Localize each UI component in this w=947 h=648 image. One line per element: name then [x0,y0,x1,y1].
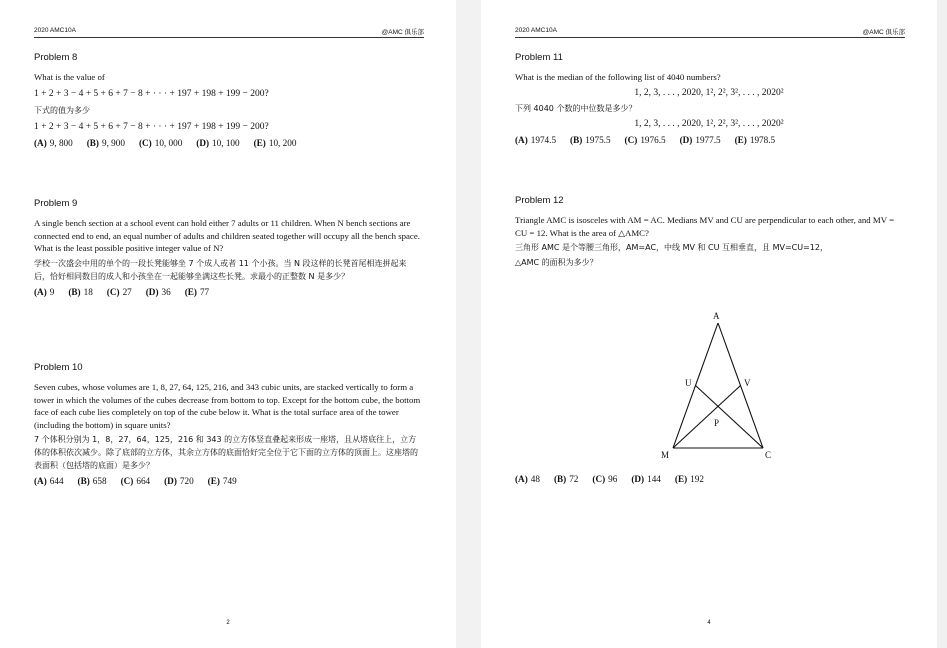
choice-e: (E) 1978.5 [734,134,776,145]
problem-title: Problem 9 [34,198,78,209]
answer-choices [515,474,903,484]
page-header [34,27,424,38]
problem-9 [34,198,422,297]
problem-expression-zh: 1, 2, 3, . . . , 2020, 1², 2², 3², . . . , 2020² [634,118,784,129]
choice-b: (B) 9, 900 [86,137,125,148]
choice-a: (A) 9 [34,286,55,297]
vertex-label-u: U [685,378,692,388]
choice-d: (D) 1977.5 [679,134,721,145]
choice-b: (B) 72 [553,474,579,484]
problem-11 [515,52,903,145]
header-right: @AMC 俱乐部 [862,29,905,36]
choice-b: (B) 658 [77,476,107,487]
page-left [0,0,456,648]
problem-text-zh: 三角形 AMC 是个等腰三角形，AM=AC，中线 MV 和 CU 互相垂直，且 MV=CU=12， [515,243,828,253]
choice-a: (A) 1974.5 [515,134,557,145]
choice-e: (E) 77 [184,286,210,297]
vertex-label-m: M [661,450,670,460]
problem-title: Problem 11 [515,52,563,63]
choice-d: (D) 144 [631,474,661,484]
problem-text-zh: 7 个体积分别为 1，8，27，64，125，216 和 343 的立方体竖直叠起来形成一座塔，且从塔底往上，立方体的体积依次减少。除了底部的立方体，其余立方体的底面恰好完全位于它下面的立方体的顶面上。这座塔的表面积（包括塔的底面）是多少？ [34,435,418,471]
page-number: 4 [707,620,711,626]
choice-a: (A) 9, 800 [34,137,73,148]
header-left: 2020 AMC10A [34,27,76,34]
problem-title: Problem 8 [34,52,78,63]
choice-e: (E) 192 [674,474,704,484]
vertex-label-c: C [765,450,772,460]
choice-a: (A) 48 [515,474,540,484]
problem-expression: 1 + 2 + 3 − 4 + 5 + 6 + 7 − 8 + · · · + 197 + 198 + 199 − 200? [34,88,269,99]
choice-c: (C) 1976.5 [624,134,666,145]
problem-expression-zh: 1 + 2 + 3 − 4 + 5 + 6 + 7 − 8 + · · · + 197 + 198 + 199 − 200? [34,121,269,132]
choice-e: (E) 10, 200 [253,137,297,148]
problem-10 [34,362,422,486]
choice-e: (E) 749 [207,476,237,487]
triangle-diagram [661,308,775,468]
choice-c: (C) 10, 000 [138,137,183,148]
page-gutter [456,0,481,648]
header-right: @AMC 俱乐部 [381,29,424,36]
choice-b: (B) 18 [68,286,93,297]
problem-text-zh: 下列 4040 个数的中位数是多少？ [515,103,637,113]
problem-8 [34,52,422,148]
problem-text: A single bench section at a school event can hold either 7 adults or 11 children. When N bench sections are connected end to end, an equal number of adults and children seated together will occupy all the bench space. What is the least possible positive integer value of N? [34,218,420,254]
vertex-label-v: V [744,378,751,388]
choice-d: (D) 720 [164,476,194,487]
answer-choices [34,287,422,297]
problem-text: Triangle AMC is isosceles with AM = AC. Medians MV and CU are perpendicular to each other, and MV = CU = 12. What is the area of △AMC? [515,215,895,238]
page-header [515,27,905,38]
problem-12-choices [515,470,903,484]
answer-choices [515,135,903,145]
choice-c: (C) 27 [106,286,132,297]
problem-title: Problem 12 [515,195,564,206]
vertex-label-a: A [713,311,720,321]
vertex-label-p: P [714,418,720,428]
choice-c: (C) 664 [120,476,151,487]
problem-text: Seven cubes, whose volumes are 1, 8, 27, 64, 125, 216, and 343 cubic units, are stacked vertically to form a tower in which the volumes of the cubes decrease from bottom to top. Except for the bottom cube, the bottom face of each cube lies completely on top of the cube below it. What is the total surface area of the tower (including the bottom) in square units? [34,382,421,430]
answer-choices [34,138,422,148]
answer-choices [34,476,422,486]
choice-b: (B) 1975.5 [570,134,611,145]
choice-d: (D) 10, 100 [196,137,240,148]
problem-12 [515,195,903,271]
problem-text-zh-2: △AMC 的面积为多少？ [515,258,598,268]
header-left: 2020 AMC10A [515,27,557,34]
choice-a: (A) 644 [34,476,64,487]
problem-text: What is the median of the following list of 4040 numbers? [515,72,721,82]
problem-text: What is the value of [34,72,105,82]
problem-text-zh: 下式的值为多少 [34,105,90,115]
median-cu [696,386,764,449]
page-number: 2 [226,620,230,626]
problem-expression: 1, 2, 3, . . . , 2020, 1², 2², 3², . . . , 2020² [634,87,784,98]
problem-text-zh: 学校一次盛会中用的单个的一段长凳能够坐 7 个成人或者 11 个小孩。当 N 段这样的长凳首尾相连拼起来后，恰好相同数目的成人和小孩坐在一起能够坐满这些长凳。求最小的正整数 N 是多少？ [34,258,407,281]
problem-title: Problem 10 [34,362,83,373]
choice-c: (C) 96 [592,474,618,484]
page-right [481,0,937,648]
choice-d: (D) 36 [145,286,171,297]
median-mv [673,386,741,449]
